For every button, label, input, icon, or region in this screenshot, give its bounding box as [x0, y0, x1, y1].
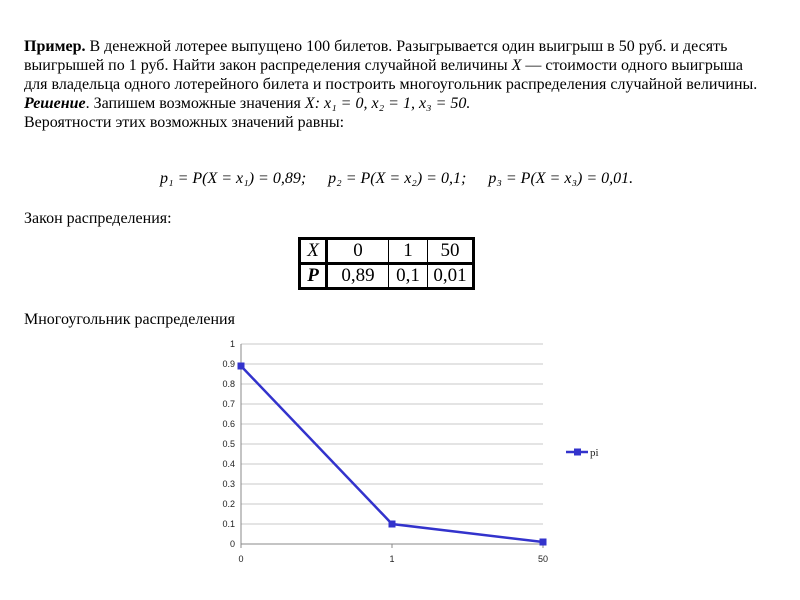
solution-var: X	[304, 95, 315, 112]
y-tick-label: 0.3	[222, 479, 235, 489]
data-point	[389, 521, 396, 528]
y-tick-label: 0.8	[222, 379, 235, 389]
y-tick-label: 0	[229, 539, 235, 549]
y-tick-label: 0.9	[222, 359, 235, 369]
y-tick-label: 0.5	[222, 439, 235, 449]
x-tick-label: 1	[389, 554, 395, 564]
solution-text-1: . Запишем возможные значения	[85, 95, 305, 112]
law-label: Закон распределения:	[24, 210, 172, 227]
y-tick-label: 1	[229, 339, 235, 349]
table-cell: 0,01	[428, 264, 474, 289]
table-cell: 1	[389, 239, 428, 264]
legend-label: pi	[590, 447, 599, 459]
table-header-x: X	[300, 239, 327, 264]
table-cell: 50	[428, 239, 474, 264]
legend-marker	[574, 449, 581, 456]
series-line-pi	[241, 366, 543, 542]
problem-text-2: — стоимости одного выигрыша для владельца одного лотерейного билета и построить многоугольник распределения случайной величины.	[24, 57, 758, 93]
y-tick-label: 0.6	[222, 419, 235, 429]
example-label: Пример.	[24, 38, 86, 55]
table-cell: 0,1	[389, 264, 428, 289]
y-tick-label: 0.1	[222, 519, 235, 529]
table-header-p: P	[300, 264, 327, 289]
y-tick-label: 0.7	[222, 399, 235, 409]
y-tick-label: 0.4	[222, 459, 235, 469]
var-x: X	[511, 57, 522, 74]
y-tick-label: 0.2	[222, 499, 235, 509]
solution-values: : x₁ = 0, x₂ = 1, x₃ = 50.	[314, 95, 471, 112]
polygon-label: Многоугольник распределения	[24, 311, 235, 328]
solution-label: Решение	[24, 95, 86, 112]
formula-p2: p₂ = P(X = x₂) = 0,1;	[328, 170, 467, 187]
table-cell: 0,89	[327, 264, 389, 289]
formula-p3: p₃ = P(X = x₃) = 0,01.	[488, 170, 634, 187]
x-tick-label: 0	[238, 554, 244, 564]
problem-text-1: В денежной лотерее выпущено 100 билетов. Разыгрывается один выигрыш в 50 руб. и десять выигрышей по 1 руб. Найти закон распределения случайной величины	[24, 38, 728, 74]
prob-intro: Вероятности этих возможных значений равны:	[24, 114, 345, 131]
table-cell: 0	[327, 239, 389, 264]
formula-p1: p₁ = P(X = x₁) = 0,89;	[160, 170, 307, 187]
data-point	[238, 363, 245, 370]
x-tick-label: 50	[537, 554, 549, 564]
data-point	[540, 539, 547, 546]
